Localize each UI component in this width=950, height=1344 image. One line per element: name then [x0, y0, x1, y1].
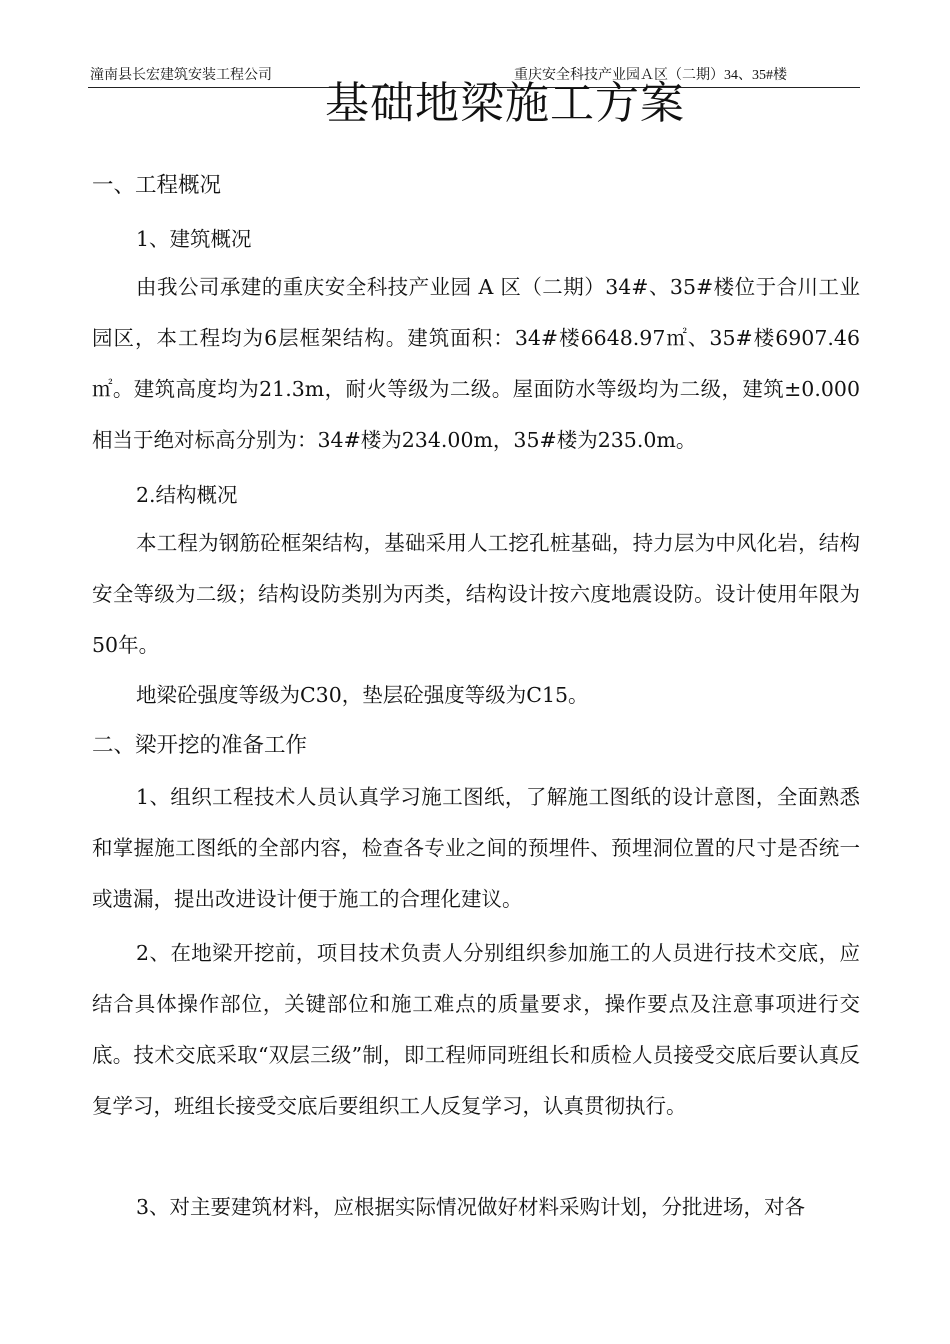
section-1-1-heading: 1、建筑概况: [136, 227, 252, 251]
section-2-paragraph-3: 3、对主要建筑材料，应根据实际情况做好材料采购计划，分批进场，对各: [136, 1195, 806, 1219]
header-project: 重庆安全科技产业园Ａ区（二期）34、35#楼: [514, 68, 787, 83]
section-1-2-paragraph: 本工程为钢筋砼框架结构，基础采用人工挖孔桩基础，持力层为中风化岩，结构安全等级为二级；结构设防类别为丙类，结构设计按六度地震设防。设计使用年限为50年。: [92, 531, 860, 657]
section-1-heading: 一、工程概况: [92, 173, 222, 198]
section-2-heading: 二、梁开挖的准备工作: [92, 733, 308, 758]
section-1-2-heading: 2.结构概况: [136, 483, 238, 507]
section-1-1-paragraph: 由我公司承建的重庆安全科技产业园 A 区（二期）34#、35#楼位于合川工业园区，本工程均为6层框架结构。建筑面积：34#楼6648.97㎡、35#楼6907.46㎡。建筑高度均为21.3m，耐火等级为二级。屋面防水等级均为二级，建筑±0.000相当于绝对标高分别为：34#楼为234.00m，35#楼为235.0m。: [92, 275, 860, 452]
section-2-paragraph-1: 1、组织工程技术人员认真学习施工图纸，了解施工图纸的设计意图，全面熟悉和掌握施工图纸的全部内容，检查各专业之间的预埋件、预埋洞位置的尺寸是否统一或遗漏，提出改进设计便于施工的合理化建议。: [92, 785, 860, 911]
section-1-2-paragraph-2: 地梁砼强度等级为C30，垫层砼强度等级为C15。: [136, 683, 589, 707]
document-title: 基础地梁施工方案: [325, 78, 685, 129]
section-2-paragraph-2: 2、在地梁开挖前，项目技术负责人分别组织参加施工的人员进行技术交底，应结合具体操作部位，关键部位和施工难点的质量要求，操作要点及注意事项进行交底。技术交底采取“双层三级”制，即工程师同班组长和质检人员接受交底后要认真反复学习，班组长接受交底后要组织工人反复学习，认真贯彻执行。: [92, 941, 860, 1118]
header-company: 潼南县长宏建筑安装工程公司: [90, 68, 272, 83]
